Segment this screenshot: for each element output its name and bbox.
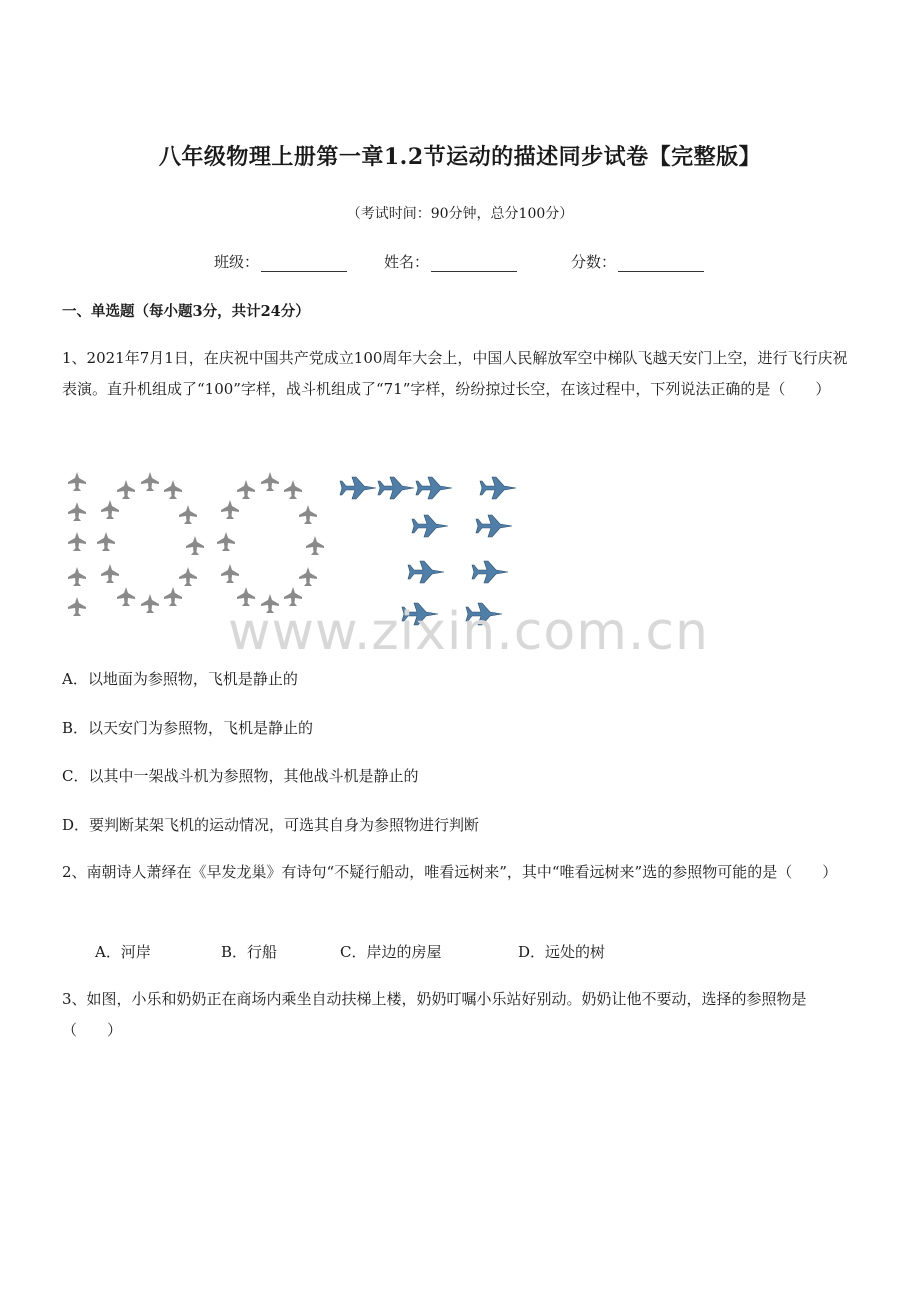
fighter-jet-icon	[416, 477, 452, 499]
helicopter-icon	[101, 564, 119, 583]
helicopter-icon	[141, 472, 159, 491]
fighter-jet-icon	[476, 515, 512, 537]
name-field	[384, 251, 517, 272]
fighter-jet-icon	[472, 561, 508, 583]
q2-option-a[interactable]: A．河岸	[95, 943, 151, 961]
page-title: 八年级物理上册第一章1.2节运动的描述同步试卷【完整版】	[158, 144, 762, 170]
helicopter-icon	[141, 594, 159, 613]
fighter-jet-icon	[412, 515, 448, 537]
helicopter-icon	[101, 500, 119, 519]
q1-option-a[interactable]: A．以地面为参照物，飞机是静止的	[62, 670, 298, 688]
exam-info: （考试时间：90分钟，总分100分）	[346, 206, 574, 222]
q1-option-d[interactable]: D．要判断某架飞机的运动情况，可选其自身为参照物进行判断	[62, 816, 480, 834]
q2-option-b[interactable]: B．行船	[221, 943, 278, 961]
helicopter-icon	[68, 567, 86, 586]
fighter-jet-icon	[340, 477, 376, 499]
helicopter-icon	[299, 505, 317, 524]
helicopter-icon	[179, 567, 197, 586]
helicopter-icon	[261, 472, 279, 491]
helicopter-icon	[117, 587, 135, 606]
q1-option-b[interactable]: B．以天安门为参照物，飞机是静止的	[62, 719, 314, 737]
helicopter-icon	[299, 567, 317, 586]
helicopter-icon	[68, 502, 86, 521]
q2-options	[95, 941, 605, 962]
helicopter-icon	[221, 564, 239, 583]
question-3-text: 3、如图，小乐和奶奶正在商场内乘坐自动扶梯上楼，奶奶叮嘱小乐站好别动。奶奶让他不要动，选择的参照物是 （ ）	[62, 990, 822, 1039]
fighter-jet-icon	[480, 477, 516, 499]
helicopter-icon	[68, 532, 86, 551]
fighter-jet-icon	[408, 561, 444, 583]
q2-option-c[interactable]: C．岸边的房屋	[340, 943, 442, 961]
helicopter-icon	[68, 472, 86, 491]
score-blank[interactable]	[618, 257, 704, 272]
question-1-text: 1、2021年7月1日，在庆祝中国共产党成立100周年大会上，中国人民解放军空中梯队飞越天安门上空，进行飞行庆祝表演。直升机组成了“100”字样，战斗机组成了“71”字样，纷纷掠过长空，在该过程中，下列说法正确的是（ ）	[62, 349, 848, 398]
class-label: 班级：	[214, 253, 260, 271]
helicopter-icon	[217, 532, 235, 551]
helicopter-icon	[68, 597, 86, 616]
helicopter-icon	[284, 480, 302, 499]
class-field	[214, 251, 347, 272]
fighter-jet-icon	[378, 477, 414, 499]
helicopter-icon	[164, 480, 182, 499]
helicopter-icon	[221, 500, 239, 519]
score-field	[571, 251, 704, 272]
q1-option-c[interactable]: C．以其中一架战斗机为参照物，其他战斗机是静止的	[62, 767, 419, 785]
helicopter-icon	[117, 480, 135, 499]
section-heading: 一、单选题（每小题3分，共计24分）	[62, 303, 310, 320]
helicopter-formation-100	[68, 472, 324, 616]
question-2-text: 2、南朝诗人萧绎在《早发龙巢》有诗句“不疑行船动，唯看远树来”，其中“唯看远树来”选的参照物可能的是（ ）	[62, 863, 838, 881]
helicopter-icon	[186, 536, 204, 555]
score-label: 分数：	[571, 253, 617, 271]
helicopter-icon	[179, 505, 197, 524]
name-blank[interactable]	[431, 257, 517, 272]
helicopter-icon	[97, 532, 115, 551]
class-blank[interactable]	[261, 257, 347, 272]
watermark: www.zixin.com.cn	[228, 602, 709, 662]
helicopter-icon	[306, 536, 324, 555]
q2-option-d[interactable]: D．远处的树	[518, 943, 606, 961]
helicopter-icon	[164, 587, 182, 606]
name-label: 姓名：	[384, 253, 430, 271]
helicopter-icon	[237, 480, 255, 499]
